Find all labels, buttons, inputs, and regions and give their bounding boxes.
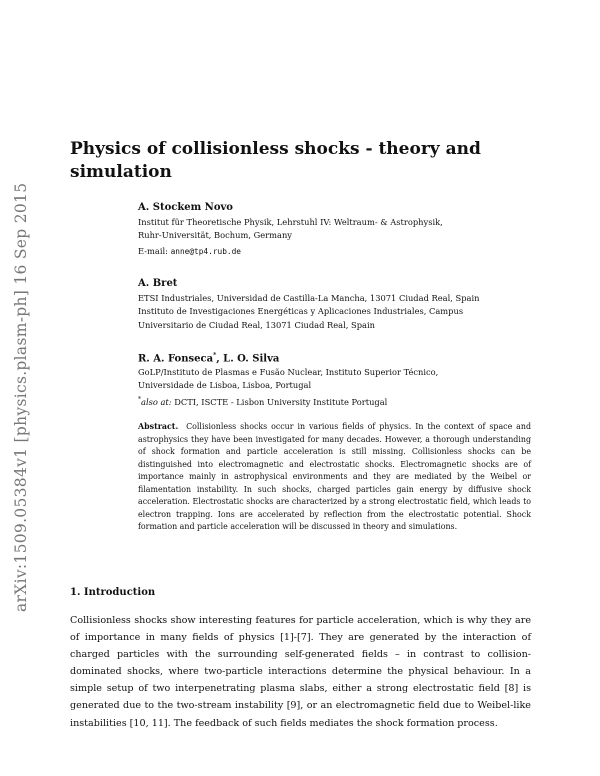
affiliation-castilla-la-mancha xyxy=(138,292,498,332)
also-at-mark: * xyxy=(138,395,141,403)
affiliation-line: Ruhr-Universität, Bochum, Germany xyxy=(138,230,292,241)
affiliation-line: Universitario de Ciudad Real, 13071 Ciudad Real, Spain xyxy=(138,319,375,330)
affiliation-lisboa xyxy=(138,366,498,409)
also-at-text: DCTI, ISCTE - Lisbon University Institute Portugal xyxy=(174,396,388,407)
author-fonseca-silva xyxy=(138,352,279,364)
author-names: R. A. Fonseca xyxy=(138,353,214,365)
email-line xyxy=(138,246,241,256)
affiliation-line: Instituto de Investigaciones Energéticas y Aplicaciones Industriales, Campus xyxy=(138,306,464,317)
body-paragraph: Collisionless shocks show interesting features for particle acceleration, which is why they are of importance in many fields of physics [1]-[7]. They are generated by the interaction of charged particles with the surrounding self-generated fields – in contrast to collision-dominated shocks, where two-particle interactions determine the physical behaviour. In a simple setup of two interpenetrating plasma slabs, either a strong electrostatic field [8] is generated due to the two-stream instability [9], or an electromagnetic field due to Weibel-like instabilities [10, 11]. The feedback of such fields mediates the shock formation process. xyxy=(70,615,531,729)
author-names-rest: , L. O. Silva xyxy=(216,353,280,365)
author-bret: A. Bret xyxy=(138,278,178,289)
author-stockem-novo: A. Stockem Novo xyxy=(138,202,233,213)
affiliation-line: GoLP/Instituto de Plasmas e Fusão Nuclear, Instituto Superior Técnico, xyxy=(138,367,439,377)
email-address[interactable]: anne@tp4.rub.de xyxy=(170,247,241,256)
email-label: E-mail: xyxy=(138,246,168,256)
abstract xyxy=(138,421,531,534)
abstract-text: Collisionless shocks occur in various fields of physics. In the context of space and astrophysics they have been investigated for many decades. However, a thorough understanding of shock formation and particle acceleration is still missing. Collisionless shocks can be distinguished into electromagnetic and electrostatic shocks. Electromagnetic shocks are of importance mainly in astrophysical environments and they are mediated by the Weibel or filamentation instability. In such shocks, charged particles gain energy by diffusive shock acceleration. Electrostatic shocks are characterized by a strong electrostatic field, which leads to electron trapping. Ions are accelerated by reflection from the electrostatic potential. Shock formation and particle acceleration will be discussed in theory and simulations. xyxy=(138,422,531,532)
affiliation-ruhr-bochum xyxy=(138,216,498,243)
affiliation-line: ETSI Industriales, Universidad de Castilla-La Mancha, 13071 Ciudad Real, Spain xyxy=(138,293,480,303)
author-mark: * xyxy=(213,352,217,359)
abstract-label: Abstract. xyxy=(138,422,179,431)
also-at-line xyxy=(138,393,498,409)
section-heading: 1. Introduction xyxy=(70,587,156,598)
affiliation-line: Institut für Theoretische Physik, Lehrstuhl IV: Weltraum- & Astrophysik, xyxy=(138,217,443,227)
paper-title: Physics of collisionless shocks - theory and simulation xyxy=(70,139,481,182)
arxiv-identifier: arXiv:1509.05384v1 [physics.plasm-ph] 16 Sep 2015 xyxy=(12,182,30,612)
affiliation-line: Universidade de Lisboa, Lisboa, Portugal xyxy=(138,380,312,391)
also-at-label: also at: xyxy=(141,396,172,407)
